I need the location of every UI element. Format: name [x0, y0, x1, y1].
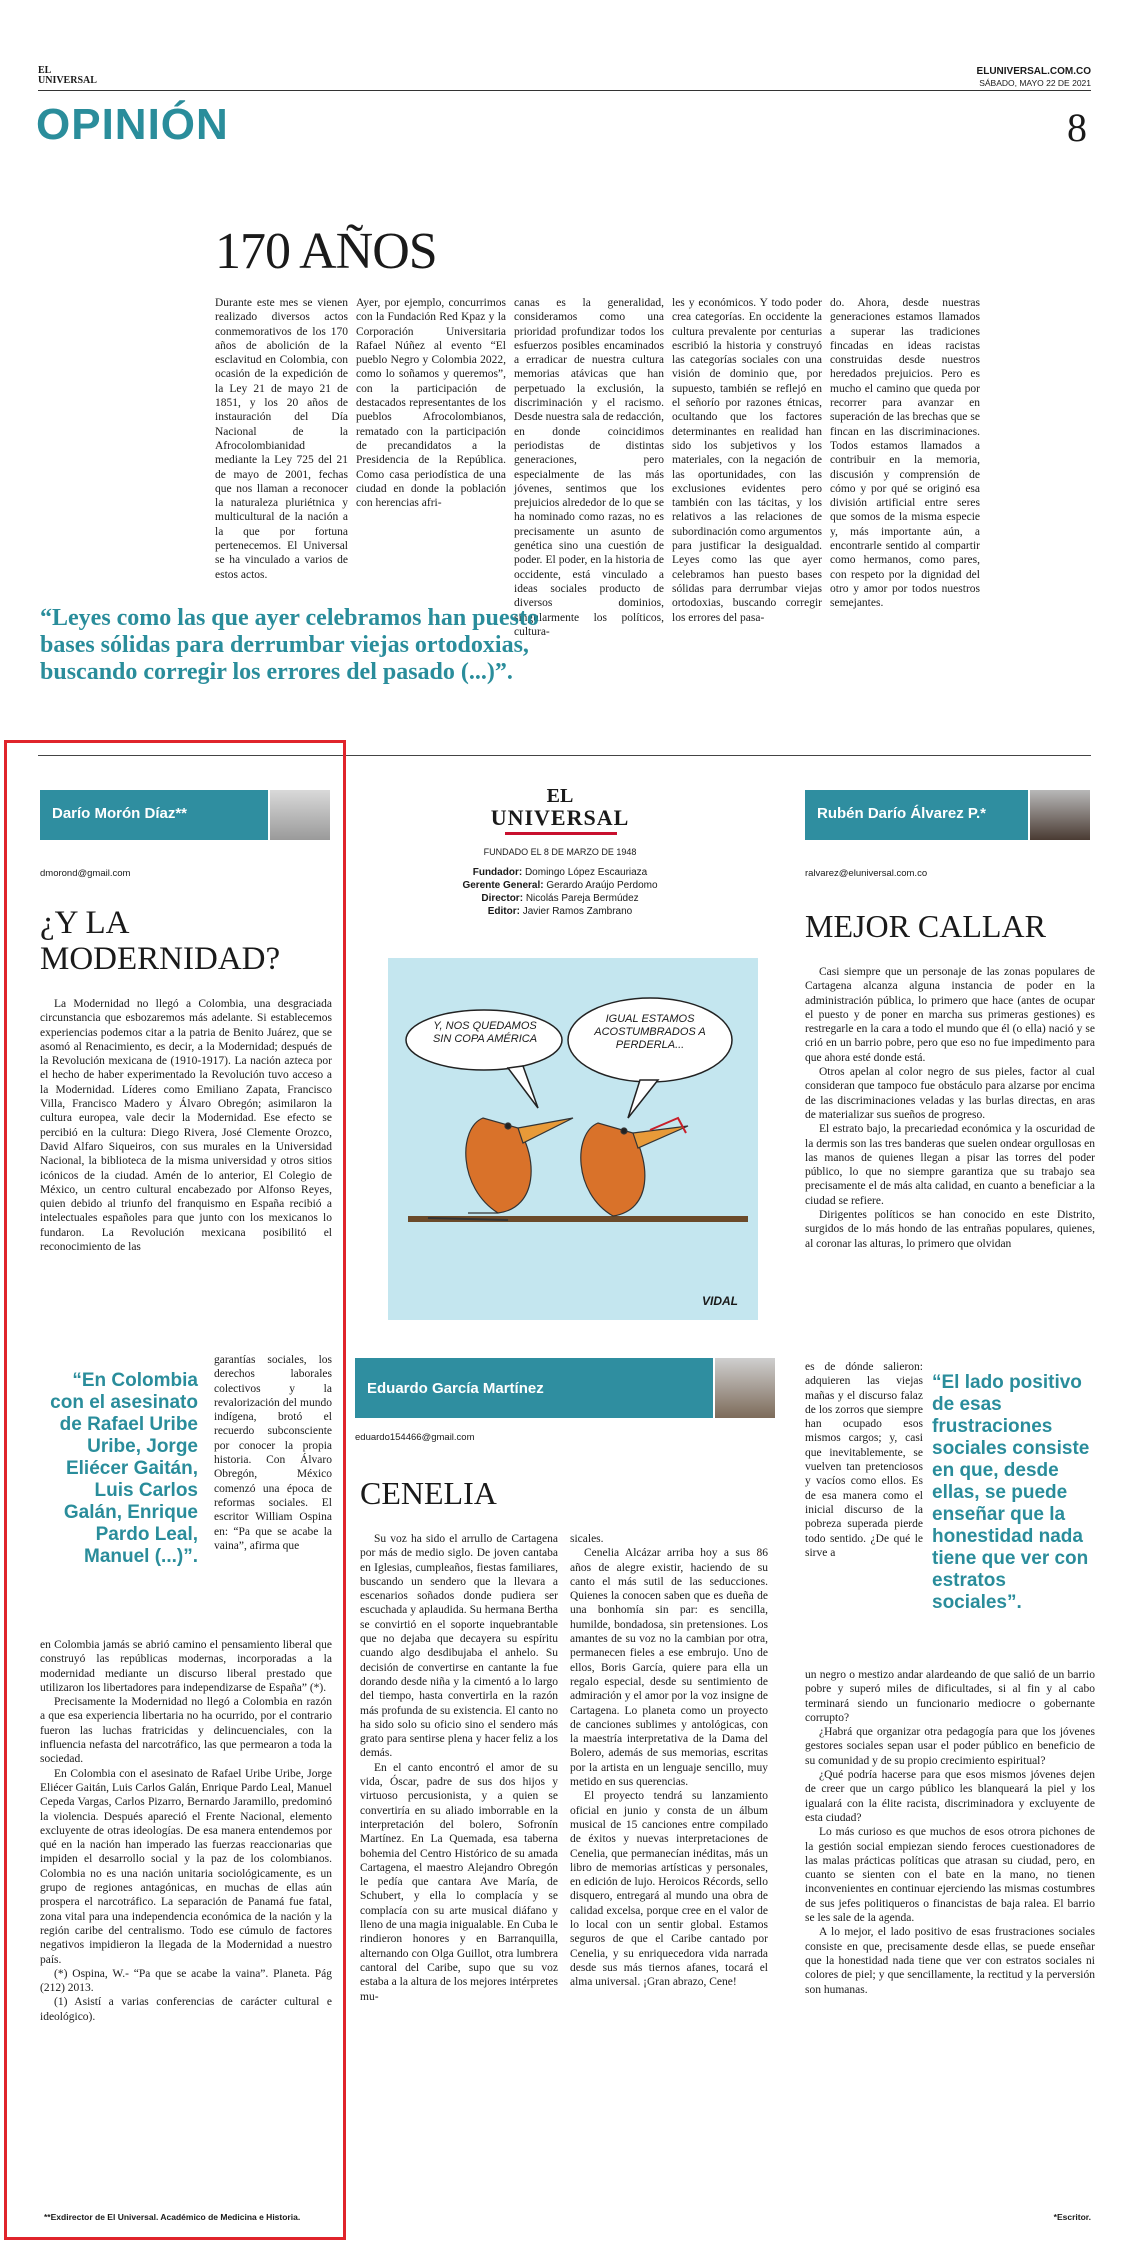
left-pull-quote: “En Colombia con el asesinato de Rafael Uribe Uribe, Jorge Eliécer Gaitán, Luis Carlos Galán, Enrique Pardo Leal, Manuel (...)”. [50, 1370, 198, 1567]
masthead-logo-top: EL [38, 65, 52, 76]
staff-name-1: Gerardo Araújo Perdomo [546, 880, 658, 891]
staff-role-0: Fundador: [472, 867, 523, 878]
editorial-col-3 [514, 296, 664, 639]
left-body-bottom [40, 1638, 332, 2024]
middle-col-2-p1: sicales. [570, 1533, 604, 1545]
editorial-title: 170 AÑOS [215, 223, 437, 280]
left-body-top [40, 997, 332, 1254]
left-body-side [214, 1353, 332, 1553]
right-author-name: Rubén Darío Álvarez P.* [817, 805, 986, 822]
left-body-b1: en Colombia jamás se abrió camino el pensamiento liberal que construyó las repúblicas modernas, incorporadas a la modernidad mediante un discurso liberal prestado que utilizaron los libertadores para independizarse de España” (*). [40, 1639, 332, 1694]
middle-author-name: Eduardo García Martínez [367, 1380, 544, 1397]
cartoon-bubble-left-text: Y, NOS QUEDAMOS SIN COPA AMÉRICA [432, 1020, 538, 1045]
editorial-col-4-text: les y económicos. Y todo poder crea categorías. En occidente la cultura prevalente por centurias escribió la historia y construyó las categorías sociales con una visión de dominio que, por supuesto, también se reflejó en el señorío por razones étnicas, ocultando que los factores determinantes en realidad han sido los subjetivos y los materiales, con la negación de las oportunidades, con las exclusiones evidentes pero también con las tácitas, y los relativos a las relaciones de subordinación como argumentos para justificar la desigualdad. Leyes como las que ayer celebramos han puesto bases sólidas para derrumbar viejas ortodoxias, buscando corregir los errores del pasa- [672, 297, 822, 624]
staff-logo [350, 785, 770, 829]
editorial-col-4 [672, 296, 822, 625]
right-body-b3: ¿Qué podría hacerse para que esos mismos jóvenes dejen de creer que un cargo público les blanqueará la piel y los igualará con la élite racista, discriminadora y excluyente de esta ciudad? [805, 1769, 1095, 1824]
left-author-band [40, 790, 330, 840]
staff-logo-top: EL [546, 785, 574, 807]
section-title: OPINIÓN [36, 100, 229, 149]
masthead-rule [38, 90, 1091, 91]
left-author-photo [268, 790, 330, 840]
left-author-name: Darío Morón Díaz** [52, 805, 188, 822]
cartoon-signature: VIDAL [702, 1294, 738, 1308]
right-body-p4: Dirigentes políticos se han conocido en este Distrito, surgidos de lo más hondo de las entrañas populares, quienes, al coronar las alturas, lo primero que olvidan [805, 1209, 1095, 1250]
left-body-b5: (1) Asistí a varias conferencias de carácter cultural e ideológico). [40, 1996, 332, 2023]
staff-role-3: Editor: [487, 906, 520, 917]
middle-col-1-p1: Su voz ha sido el arrullo de Cartagena por más de medio siglo. De joven cantaba en Iglesias, cumpleaños, fiestas familiares, buscando un sendero que la llevara a escenarios soñados donde pudiera ser escuchada y aplaudida. Su hermana Bertha se convirtió en el soporte inquebrantable que no dejaba que decayera su espíritu cuando algo desdibujaba el anhelo. Su decisión de convertirse en cantante la fue dorando desde niña y la cimentó a lo largo del tiempo, hasta convertirla en la razón más profunda de su existencia. El canto no ha sido solo su oficio sino el sendero más grato para sentirse plena y hacer feliz a los demás. [360, 1533, 558, 1760]
right-body-b5: A lo mejor, el lado positivo de esas frustraciones sociales consiste en que, precisamente desde ellas, se puede enseñar que la honestidad nada tiene que ver con estratos sociales ni colores de piel; y que sencillamente, la rectitud y la perversión son humanas. [805, 1926, 1095, 1996]
middle-title: CENELIA [360, 1475, 497, 1511]
page-number: 8 [1067, 105, 1087, 150]
left-body-side-text: garantías sociales, los derechos laborales colectivos y la revalorización del mundo indígena, brotó el recuerdo subconsciente por conocer la propia historia. Con Álvaro Obregón, México comenzó una época de reformas sociales. El escritor William Ospina en: “Pa que se acabe la vaina”, afirma que [214, 1354, 332, 1552]
staff-role-2: Director: [481, 893, 524, 904]
staff-founded: FUNDADO EL 8 DE MARZO DE 1948 [483, 847, 637, 857]
middle-col-1-p2: En el canto encontró el amor de su vida, Óscar, padre de sus dos hijos y virtuoso percusionista, y a quien se convertiría en su aliado imborrable en la interpretación del bolero, Sofronín Martínez. En La Quemada, esa taberna bohemia del Centro Histórico de su amada Cartagena, el maestro Alejandro Obregón le pedía que cantara Ave María, de Schubert, y ella lo complacía y se complacía con su arte musical diáfano y lleno de una magia inigualable. En Cuba le rindieron honores y en Barranquilla, alternando con Olga Guillot, otra lumbrera cantoral del Caribe, supo que su voz estaba a la altura de los mejores intérpretes mu- [360, 1761, 558, 2003]
right-footnote: *Escritor. [1053, 2212, 1091, 2222]
right-body-side-text: es de dónde salieron: adquieren las viejas mañas y el discurso falaz de los zorros que siempre han ocupado esos mismos cargos; y, casi que inevitablemente, se vuelven tan pretenciosos y vacíos como ellos. Es de esa manera como el inicial discurso de la pobreza superada pierde todo sentido. ¿De qué le sirve a [805, 1361, 923, 1559]
staff-line-founder [350, 866, 770, 879]
masthead-logo-bottom: UNIVERSAL [38, 75, 97, 86]
staff-list [350, 866, 770, 918]
right-body-side [805, 1360, 923, 1560]
site-url: ELUNIVERSAL.COM.CO [976, 66, 1091, 77]
editorial-col-5-text: do. Ahora, desde nuestras generaciones estamos llamados a superar las tradiciones fincadas en ideas racistas construidas desde nuestros heredados prejuicios. Pero es mucho el camino que queda por recorrer para avanzar en superación de las brechas que se fincan en las discriminaciones. Todos estamos llamados a contribuir en la memoria, discusión y comprensión de cómo y por qué se originó esa división artificial entre seres que somos de la misma especie y, más importante aún, a encontrarle sentido al compartir como hermanos, como pares, con respeto por la dignidad del otro y amor por todos nuestros semejantes. [830, 297, 980, 610]
staff-role-1: Gerente General: [462, 880, 544, 891]
issue-date: SÁBADO, MAYO 22 DE 2021 [979, 78, 1091, 88]
right-body-b2: ¿Habrá que organizar otra pedagogía para que los jóvenes gestores sociales sepan usar el poder público en beneficio de su comunidad y de su propio crecimiento espiritual? [805, 1726, 1095, 1767]
right-author-email: ralvarez@eluniversal.com.co [805, 868, 928, 879]
editorial-col-1 [215, 296, 348, 582]
staff-line-manager [350, 879, 770, 892]
right-author-band [805, 790, 1090, 840]
middle-author-email: eduardo154466@gmail.com [355, 1432, 475, 1443]
middle-col-2-p3: El proyecto tendrá su lanzamiento oficial en junio y consta de un álbum musical de 15 canciones entre compilado de éxitos y nuevas interpretaciones de Cenelia, que permanecían inéditas, más un libro de memorias artísticas y personales, en edición de lujo. Heroicos Récords, sello disquero, entregará al mundo una obra de calidad excelsa, porque cree en el valor de lo local con un sentir global. Estamos seguros de que el Caribe cantado por Cenelia, y su enriquecedora vida narrada desde sus más tiernos afanes, tocará el alma universal. ¡Gran abrazo, Cene! [570, 1790, 768, 1989]
left-author-email: dmorond@gmail.com [40, 868, 131, 879]
middle-col-1 [360, 1532, 558, 2004]
staff-logo-rule [505, 832, 617, 835]
right-body-p2: Otros apelan al color negro de sus pieles, factor al cual consideran que tampoco fue obstáculo para alzarse por encima de las discriminaciones veladas y las burlas directas, en aras de materializar sus sueños de progreso. [805, 1066, 1095, 1121]
right-body-top [805, 965, 1095, 1251]
staff-logo-bottom: UNIVERSAL [490, 805, 630, 830]
cartoon [388, 958, 758, 1320]
right-body-p3: El estrato bajo, la precariedad económica y la oscuridad de la dermis son las tres banderas que suelen ondear orgullosas en las manos de quienes llegan a pisar las torres del poder público, lo que no siempre garantiza que su trabajo sea precisamente el de más alta calidad, en cuanto a beneficiar a la ciudad se refiere. [805, 1123, 1095, 1207]
left-body-b3: En Colombia con el asesinato de Rafael Uribe Uribe, Jorge Eliécer Gaitán, Luis Carlos Galán, Enrique Pardo Leal, Manuel Cepeda Vargas, Carlos Pizarro, Bernardo Jaramillo, predominó la violencia. Después apareció el Frente Nacional, elemento excluyente de otras ideologías. De esa manera entendemos por qué en la nación han imperado las fuerzas reaccionarias que impiden el desarrollo social y la paz de los colombianos. Colombia no es una nación unitaria sociológicamente, es un grupo de regiones antagónicas, en muchas de ellas aún prospera el narcotráfico. La separación de Panamá fue fatal, zona vital para una independencia económica de la nación y la región caribe del centralismo. Todo ese cúmulo de factores negativos impidieron la llegada de la Modernidad a nuestro país. [40, 1767, 332, 1966]
editorial-col-2-text: Ayer, por ejemplo, concurrimos con la Fundación Red Kpaz y la Corporación Universitaria Rafael Núñez al evento “El pueblo Negro y Colombia 2022, como lo soñamos y queremos”, con la participación de destacados representantes de los pueblos Afrocolombianos, rematado con la participación de precandidatos a la Presidencia de la República. Como casa periodística de una ciudad en donde la población con herencias afri- [356, 297, 506, 510]
left-body-b4: (*) Ospina, W.- “Pa que se acabe la vaina”. Planeta. Pág (212) 2013. [40, 1967, 332, 1995]
editorial-col-2 [356, 296, 506, 510]
left-footnote: **Exdirector de El Universal. Académico de Medicina e Historia. [44, 2212, 301, 2222]
editorial-col-5 [830, 296, 980, 611]
staff-name-3: Javier Ramos Zambrano [522, 906, 633, 917]
staff-line-director [350, 892, 770, 905]
staff-name-2: Nicolás Pareja Bermúdez [525, 893, 639, 904]
editorial-col-1-text: Durante este mes se vienen realizado diversos actos conmemorativos de los 170 años de abolición de la esclavitud en Colombia, con ocasión de la expedición de la Ley 21 de mayo 21 de 1851, y los 20 años de instauración del Día Nacional de la Afrocolombianidad mediante la Ley 725 del 21 de mayo de 2001, fechas que nos llaman a reconocer la naturaleza pluriétnica y multicultural de la nación a la que por fortuna pertenecemos. El Universal se ha vinculado a varios de estos actos. [215, 297, 348, 581]
middle-author-band [355, 1358, 775, 1418]
masthead-logo [38, 66, 97, 86]
right-body-b4: Lo más curioso es que muchos de esos otrora pichones de la gestión social empiezan siendo feroces cuestionadores de las malas prácticas políticas que atrasan su ciudad, pero, en cuanto se sienten con el bate en la mano, no tienen inconvenientes en continuar ejerciendo las mismas costumbres de sus jefes politiqueros o financistas de baja ralea. El barrio se les sale de la agenda. [805, 1826, 1095, 1925]
right-author-photo [1028, 790, 1090, 840]
editorial-pull-quote: “Leyes como las que ayer celebramos han puesto bases sólidas para derrumbar viejas ortodoxias, buscando corregir los errores del pasado (...)”. [40, 605, 539, 685]
staff-name-0: Domingo López Escauriaza [524, 867, 648, 878]
left-title: ¿Y LA MODERNIDAD? [40, 905, 281, 977]
right-title: MEJOR CALLAR [805, 908, 1046, 944]
right-body-bottom [805, 1668, 1095, 1997]
right-body-p1: Casi siempre que un personaje de las zonas populares de Cartagena alcanza alguna instancia de poder en la administración pública, lo primero que hace (antes de ocupar el puesto y de poner en marcha sus primeras gestiones) es restregarle en la cara a todo el mundo que él (o ella) nació y se crió en un barrio pobre, pero que eso no fue impedimento para que ahora esté donde está. [805, 966, 1095, 1064]
cartoon-bubble-right-text: IGUAL ESTAMOS ACOSTUMBRADOS A PERDERLA... [594, 1013, 706, 1051]
middle-col-2 [570, 1532, 768, 1990]
left-body-b2: Precisamente la Modernidad no llegó a Colombia en razón a que esa experiencia libertaria no ha ocurrido, por el contrario fueron las luchas fratricidas y delincuenciales, con la influencia nefasta del narcotráfico, las que permearon a toda la sociedad. [40, 1696, 332, 1766]
staff-line-editor [350, 905, 770, 918]
editorial-col-3-text: canas es la generalidad, consideramos como una prioridad profundizar todos los esfuerzos posibles encaminados a erradicar de nuestra cultura memorias atávicas que han perpetuado la exclusión, la discriminación y el racismo. Desde nuestra sala de redacción, en donde coincidimos periodistas de distintas generaciones, pero especialmente de las más jóvenes, sentimos que los prejuicios alrededor de lo que se ha nominado como razas, no es precisamente un asunto de genética sino una cuestión de poder. El poder, en la historia de occidente, está vinculado a ideas sociales producto de diversos dominios, singularmente los políticos, cultura- [514, 297, 664, 638]
middle-author-photo [713, 1358, 775, 1418]
left-body-p1: La Modernidad no llegó a Colombia, una desgraciada circunstancia que esbozaremos más adelante. Si establecemos experiencias podemos citar a la patria de Benito Juárez, que se asomó al Renacimiento, es decir, a la Modernidad; después de la Revolución mexicana de (1910-1917). La nación azteca por el hecho de haber experimentado la Revolución tuvo acceso a la Modernidad. Líderes como Emiliano Zapata, Francisco Villa, Francisco Madero y Álvaro Obregón; asimilaron la cultura europea, vale decir la Modernidad. Ese efecto se percibió en la cultura: Diego Rivera, José Clemente Orozco, David Alfaro Siqueiros, con sus murales en la Universidad Nacional, la biblioteca de la misma universidad y otros sitios icónicos de la ciudad. Amén de lo anterior, El Colegio de México, un centro cultural encabezado por Alfonso Reyes, quien debido al triunfo del franquismo en España recibió a intelectuales españoles para que junto con los mexicanos lo fundaron. La Revolución mexicana posibilitó el reconocimiento de las [40, 998, 332, 1254]
right-body-b1: un negro o mestizo andar alardeando de que salió de un barrio pobre y superó miles de dificultades, si al fin y al cabo terminará siendo un funcionario mediocre o gobernante corrupto? [805, 1669, 1095, 1724]
right-pull-quote: “El lado positivo de esas frustraciones sociales consiste en que, desde ellas, se puede enseñar que la honestidad nada tiene que ver con estratos sociales”. [932, 1372, 1090, 1613]
middle-col-2-p2: Cenelia Alcázar arriba hoy a sus 86 años de alegre existir, haciendo de su canto el más sutil de las seducciones. Quienes la conocen saben que es dueña de una bonhomía sin par: es sencilla, humilde, bondadosa, sin pretensiones. Los amantes de su voz no la cambian por otra, permanecen fieles a ese embrujo. Uno de ellos, Boris García, quiere para ella un regalo especial, desde su sentimiento de admiración y el amor por la voz insigne de Cartagena. Lo planeta como un proyecto de canciones sublimes y antológicas, con la maestría interpretativa de la Dama del Bolero, además de sus memorias, escritas por la artista en un lenguaje sencillo, muy metido en sus querencias. [570, 1547, 768, 1789]
